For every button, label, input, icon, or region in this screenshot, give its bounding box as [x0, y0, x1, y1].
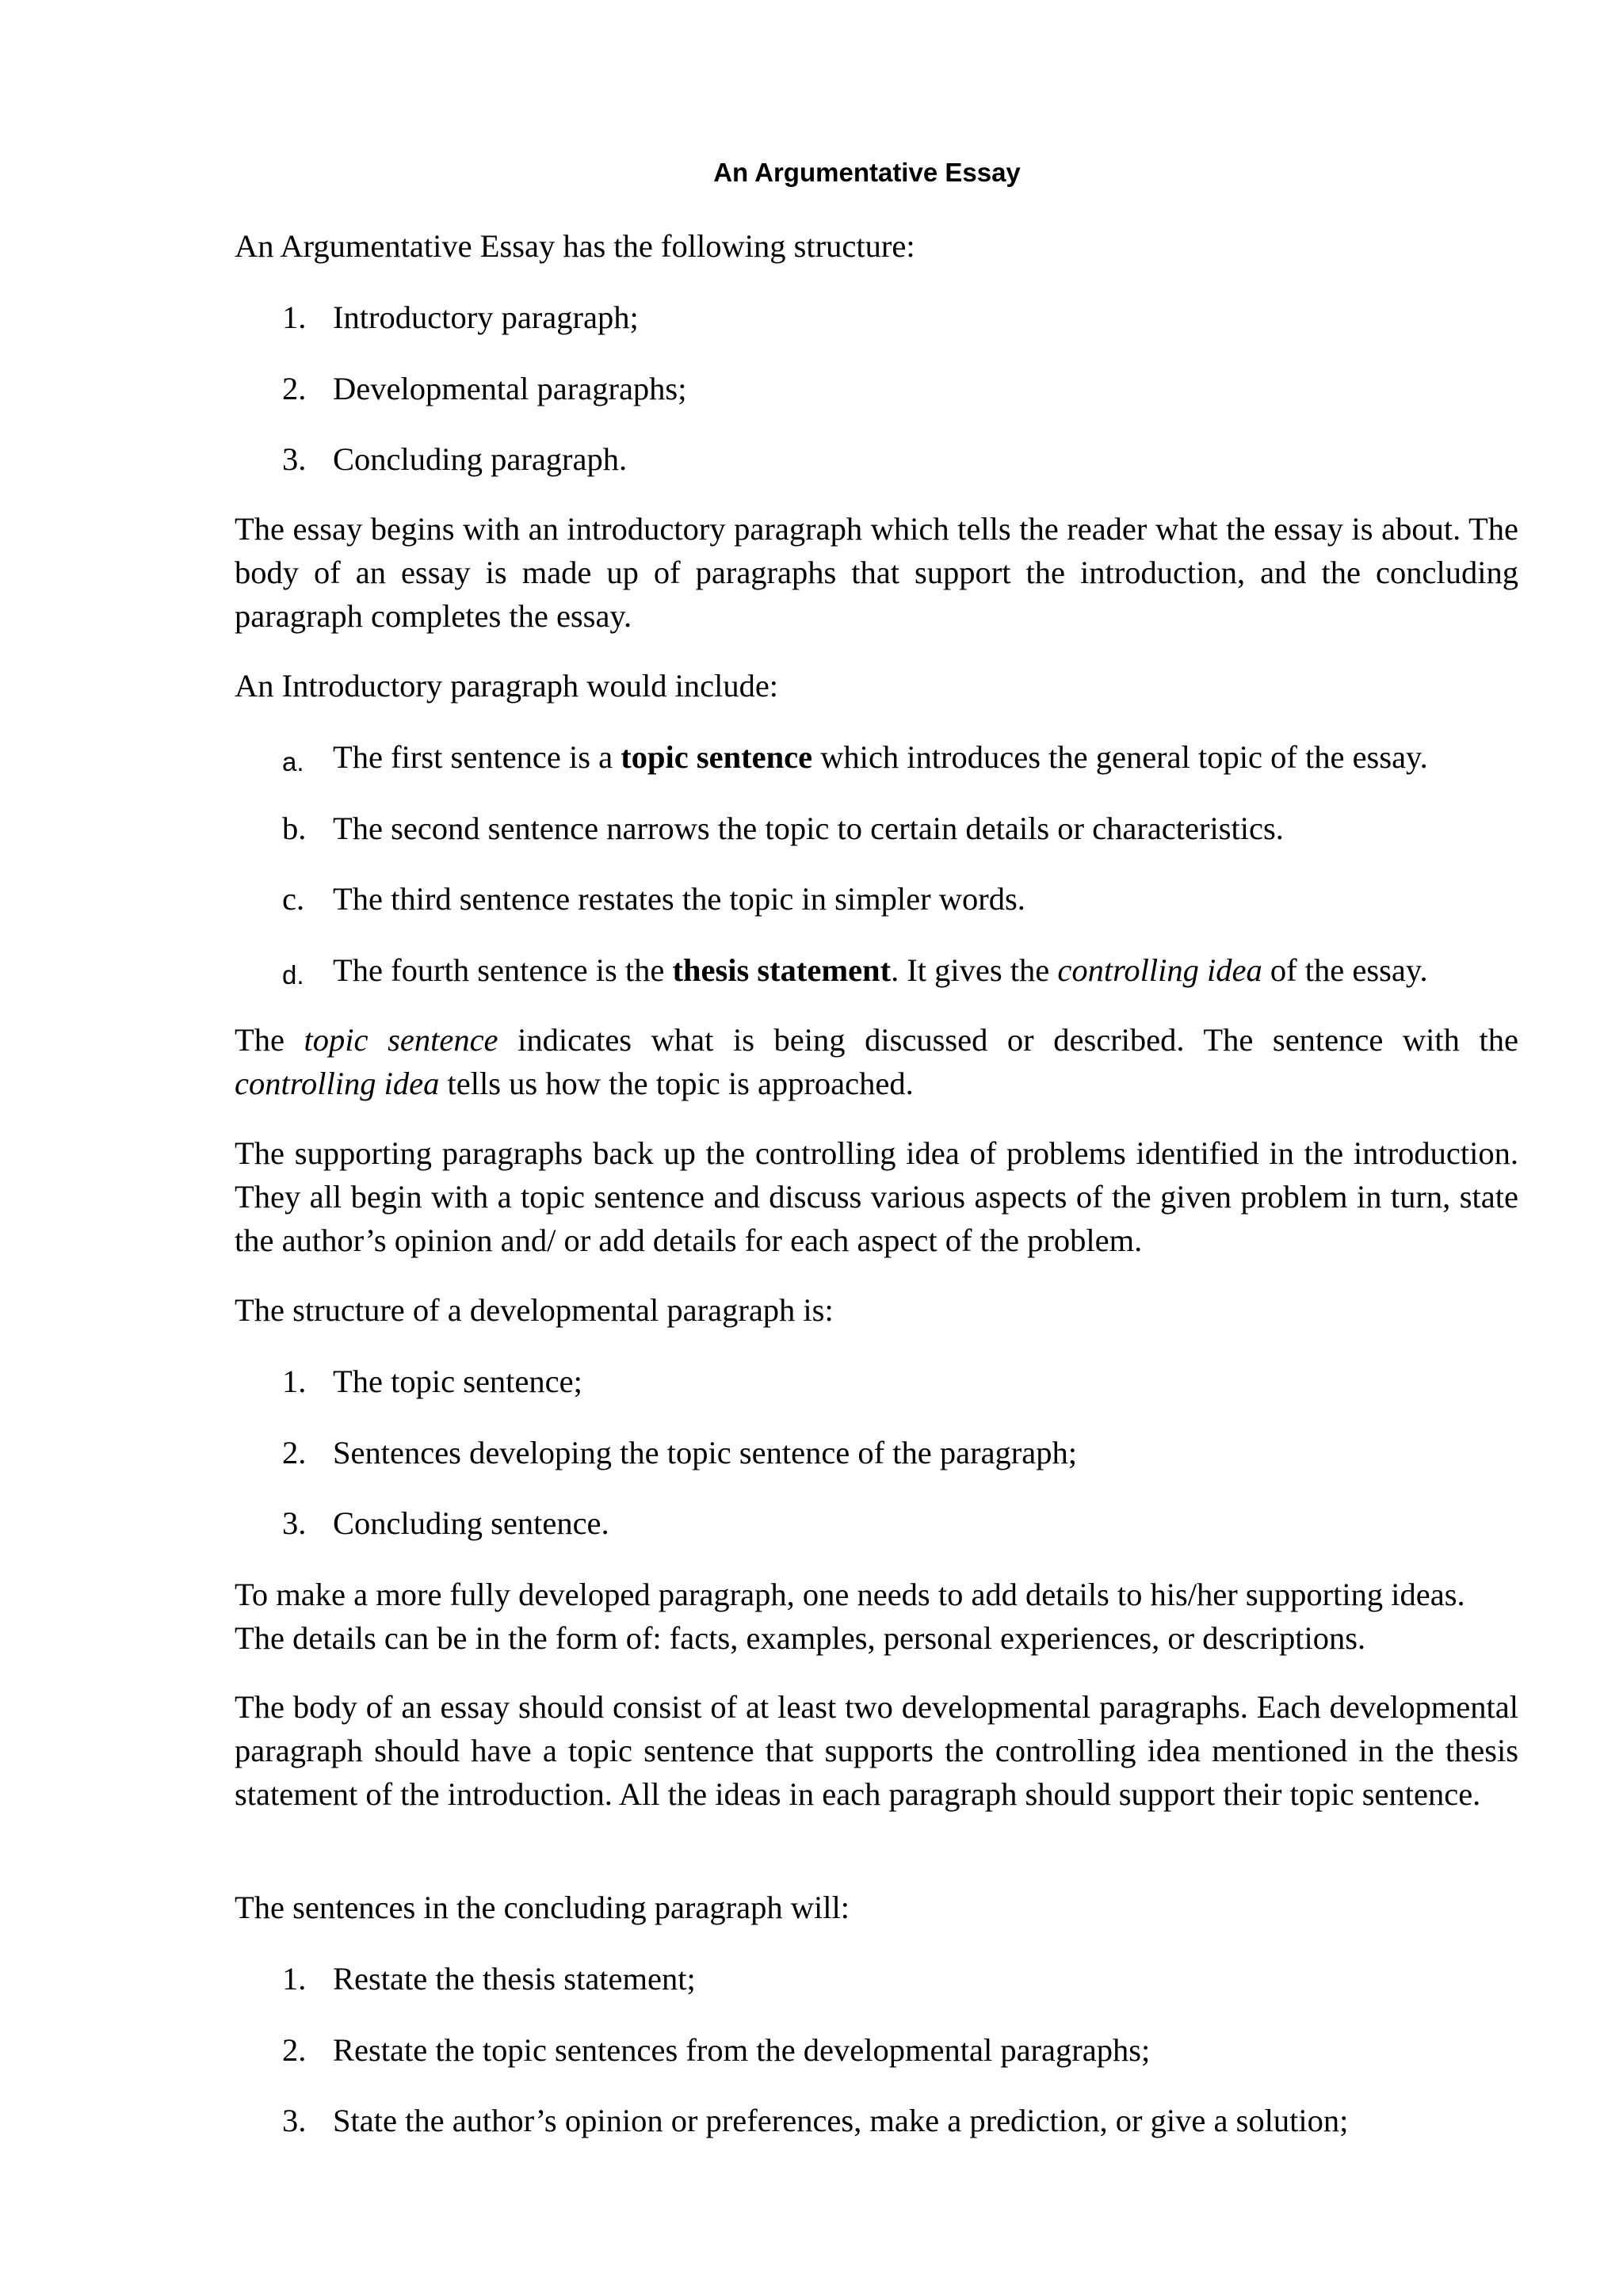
- list-text: Concluding paragraph.: [333, 441, 628, 477]
- list-number: 3.: [282, 1505, 307, 1541]
- list-text: Concluding sentence.: [333, 1505, 609, 1541]
- intro-line: An Argumentative Essay has the following structure:: [235, 228, 915, 264]
- list-number: 1.: [282, 299, 307, 335]
- intro-paragraph-heading: An Introductory paragraph would include:: [235, 668, 779, 704]
- list-text: Sentences developing the topic sentence of the paragraph;: [333, 1435, 1078, 1470]
- bold-term: topic sentence: [621, 739, 813, 775]
- list-letter: c.: [282, 881, 305, 917]
- bold-term: thesis statement: [672, 952, 892, 988]
- details-paragraph: [235, 1573, 1518, 1660]
- italic-term: topic sentence: [304, 1022, 498, 1058]
- list-letter: a.: [282, 747, 304, 776]
- list-text: Restate the topic sentences from the developmental paragraphs;: [333, 2032, 1151, 2068]
- dev-structure-heading: The structure of a developmental paragraph is:: [235, 1292, 834, 1328]
- list-text: State the author’s opinion or preferences, make a prediction, or give a solution;: [333, 2103, 1349, 2138]
- italic-term: controlling idea: [1057, 952, 1262, 988]
- list-text: The topic sentence;: [333, 1363, 582, 1399]
- list-number: 3.: [282, 441, 307, 477]
- list-number: 3.: [282, 2103, 307, 2138]
- list-letter: d.: [282, 960, 304, 990]
- list-text: The third sentence restates the topic in simpler words.: [333, 881, 1025, 917]
- topic-sentence-paragraph: The topic sentence indicates what is being discussed or described. The sentence with the controlling idea tells us how the topic is approached.: [235, 1022, 1518, 1101]
- supporting-paragraphs-paragraph: The supporting paragraphs back up the controlling idea of problems identified in the introduction. They all begin with a topic sentence and discuss various aspects of the given problem in turn, state the author’s opinion and/ or add details for each aspect of the problem.: [235, 1135, 1518, 1258]
- list-text: Introductory paragraph;: [333, 299, 639, 335]
- details-line: The details can be in the form of: facts, examples, personal experiences, or descriptions.: [235, 1620, 1366, 1656]
- list-number: 2.: [282, 2032, 307, 2068]
- essay-overview-paragraph: The essay begins with an introductory paragraph which tells the reader what the essay is about. The body of an essay is made up of paragraphs that support the introduction, and the concluding paragraph completes the essay.: [235, 511, 1518, 634]
- document-title: An Argumentative Essay: [713, 158, 1021, 187]
- list-text: The fourth sentence is the thesis statement. It gives the controlling idea of the essay.: [333, 952, 1428, 988]
- list-letter: b.: [282, 810, 307, 846]
- list-number: 1.: [282, 1961, 307, 1997]
- list-text: The first sentence is a topic sentence which introduces the general topic of the essay.: [333, 739, 1428, 775]
- list-number: 2.: [282, 371, 307, 406]
- concluding-heading: The sentences in the concluding paragraph will:: [235, 1890, 850, 1925]
- list-text: Restate the thesis statement;: [333, 1961, 696, 1997]
- italic-term: controlling idea: [235, 1066, 440, 1101]
- body-paragraph: The body of an essay should consist of at least two developmental paragraphs. Each developmental paragraph should have a topic sentence that supports the controlling idea mentioned in the thesis statement of the introduction. All the ideas in each paragraph should support their topic sentence.: [235, 1689, 1518, 1812]
- list-number: 2.: [282, 1435, 307, 1470]
- list-text: The second sentence narrows the topic to certain details or characteristics.: [333, 810, 1284, 846]
- list-text: Developmental paragraphs;: [333, 371, 687, 406]
- list-number: 1.: [282, 1363, 307, 1399]
- details-line: To make a more fully developed paragraph, one needs to add details to his/her supporting ideas.: [235, 1577, 1465, 1612]
